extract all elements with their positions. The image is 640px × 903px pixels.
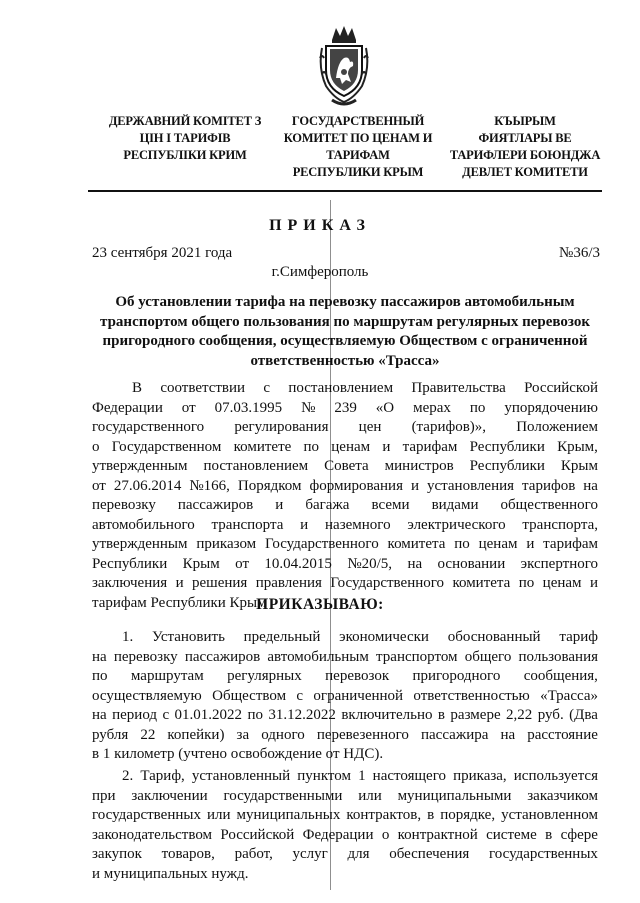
paragraph-line: в 1 километр (учтено освобождение от НДС).	[92, 746, 384, 762]
paragraph-line: рубля 22 копейки) за одного перевезенного пассажира на расстояние	[92, 726, 598, 743]
paragraph-line: утвержденным постановлением Совета министров Республики Крым	[92, 458, 598, 474]
header-russian	[263, 113, 453, 181]
header-line: КОМИТЕТ ПО ЦЕНАМ И	[283, 131, 433, 145]
paragraph-line: на период с 01.01.2022 по 31.12.2022 включительно в размере 2,22 руб. (Два	[92, 707, 598, 723]
subject-line: ответственностью «Трасса»	[250, 352, 440, 369]
paragraph-line: по маршрутам регулярных перевозок пригородного сообщения,	[92, 668, 598, 684]
header-line: РЕСПУБЛИКИ КРЫМ	[292, 165, 424, 179]
document-date: 23 сентября 2021 года	[92, 245, 233, 261]
subject-line: Об установлении тарифа на перевозку пассажиров автомобильным	[115, 294, 575, 310]
paragraph-line: 2. Тариф, установленный пунктом 1 настоящего приказа, используется	[122, 768, 598, 784]
order-item-2	[92, 767, 598, 884]
paragraph-line: государственных или муниципальных контрактов, в порядке, установленном	[92, 807, 598, 823]
header-line: ТАРИФЛЕРИ БОЮНДЖА	[449, 148, 601, 162]
paragraph-line: автомобильного транспорта и наземного электрического транспорта,	[92, 516, 598, 533]
header-line: РЕСПУБЛІКИ КРИМ	[123, 148, 247, 162]
paragraph-line: осуществляемую Обществом с ограниченной ответственностью «Трасса»	[92, 687, 598, 704]
paragraph-line: законодательством Российской Федерации о контрактной системе в сфере	[92, 826, 598, 843]
header-crimean-tatar	[430, 113, 620, 181]
header-divider	[88, 190, 602, 192]
header-line: КЪЫРЫМ	[494, 114, 556, 128]
crimea-coat-of-arms-icon	[318, 18, 370, 108]
paragraph-line: тарифам Республики Крым	[92, 594, 267, 611]
subject-line: пригородного сообщения, осуществляемую Обществом с ограниченной	[102, 333, 588, 349]
header-line: ФИЯТЛАРЫ ВЕ	[478, 131, 572, 145]
paragraph-line: Республики Крым от 10.04.2015 №20/5, на основании экспертного	[92, 555, 598, 572]
document-number: №36/3	[559, 245, 600, 261]
header-line: ТАРИФАМ	[326, 148, 390, 162]
paragraph-line: о Государственном комитете по ценам и тарифам Республики Крым,	[92, 438, 598, 455]
paragraph-line: В соответствии с постановлением Правительства Российской	[132, 380, 598, 396]
paragraph-line: закупок товаров, работ, услуг для обеспечения государственных	[92, 846, 598, 862]
header-line: ЦІН І ТАРИФІВ	[139, 131, 231, 145]
header-ukrainian	[90, 113, 280, 164]
paragraph-line: при заключении государственными или муниципальными заказчиком	[92, 787, 598, 804]
order-item-1	[92, 628, 598, 765]
document-subject	[92, 293, 598, 371]
paragraph-line: Федерации от 07.03.1995 № 239 «О мерах по упорядочению	[92, 399, 598, 416]
paragraph-line: государственного регулирования цен (тарифов)», Положением	[92, 419, 598, 435]
paragraph-line: 1. Установить предельный экономически обоснованный тариф	[122, 629, 598, 645]
header-line: ДЕРЖАВНИЙ КОМІТЕТ З	[108, 114, 262, 128]
document-title: ПРИКАЗ	[269, 217, 371, 234]
header-line: ГОСУДАРСТВЕННЫЙ	[291, 114, 425, 128]
header-line: ДЕВЛЕТ КОМИТЕТИ	[462, 165, 588, 179]
paragraph-line: заключения и решения правления Государственного комитета по ценам и	[92, 575, 598, 591]
preamble-paragraph	[92, 379, 598, 613]
paragraph-line: перевозку пассажиров и багажа всеми видами общественного	[92, 497, 598, 513]
paragraph-line: утвержденным приказом Государственного комитета по ценам и тарифам	[92, 536, 598, 552]
document-city: г.Симферополь	[271, 264, 369, 280]
paragraph-line: от 27.06.2014 №166, Порядком формирования и установления тарифов на	[92, 477, 598, 494]
paragraph-line: на перевозку пассажиров автомобильным транспортом общего пользования	[92, 648, 598, 665]
subject-line: транспортом общего пользования по маршрутам регулярных перевозок	[100, 313, 590, 330]
order-heading: ПРИКАЗЫВАЮ:	[256, 596, 384, 613]
paragraph-line: и муниципальных нужд.	[92, 865, 249, 882]
